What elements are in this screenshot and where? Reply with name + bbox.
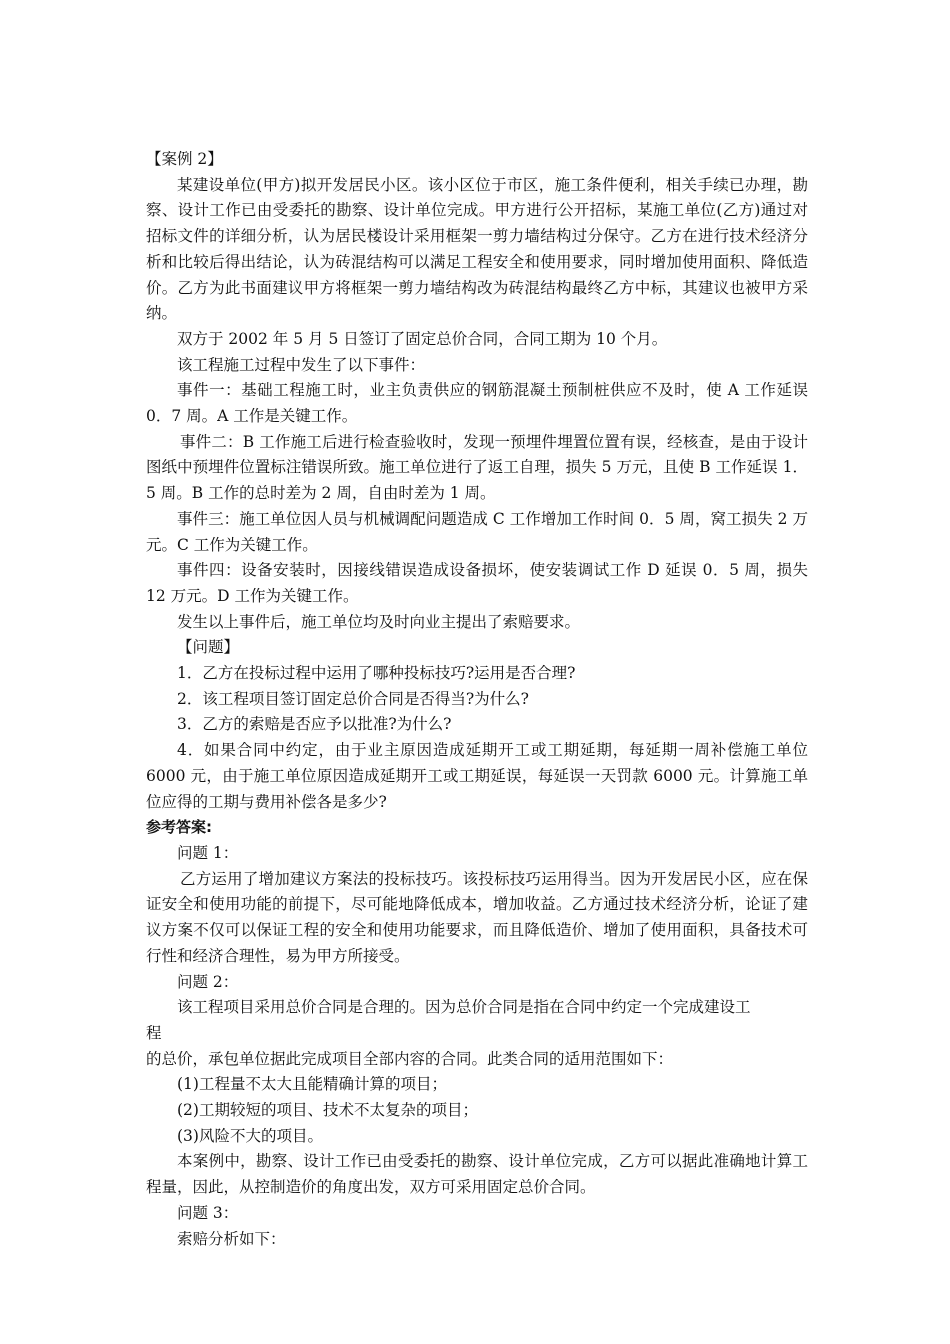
answers-title: 参考答案: bbox=[146, 818, 212, 837]
answer-2-item-2: (2)工期较短的项目、技术不太复杂的项目； bbox=[177, 1101, 478, 1120]
event-three-paragraph: 事件三：施工单位因人员与机械调配问题造成 C 工作增加工作时间 0．5 周，窝工损失 2 万元。C 工作为关键工作。 bbox=[146, 509, 808, 554]
answer-2-item-3: (3)风险不大的项目。 bbox=[177, 1126, 323, 1145]
answer-2-conclusion: 本案例中，勘察、设计工作已由受委托的勘察、设计单位完成，乙方可以据此准确地计算工程量，因此，从控制造价的角度出发，双方可采用固定总价合同。 bbox=[146, 1152, 808, 1197]
case-title: 【案例 2】 bbox=[146, 150, 223, 168]
event-two-paragraph: 事件二：B 工作施工后进行检查验收时，发现一预埋件埋置位置有误，经核查，是由于设计图纸中预埋件位置标注错误所致。施工单位进行了返工自理，损失 5 万元，且使 B 工作延误 1．5 周。B 工作的总时差为 2 周，自由时差为 1 周。 bbox=[146, 432, 808, 503]
case-description-paragraph: 某建设单位(甲方)拟开发居民小区。该小区位于市区，施工条件便利，相关手续已办理，勘察、设计工作已由受委托的勘察、设计单位完成。甲方进行公开招标，某施工单位(乙方)通过对招标文件的详细分析，认为居民楼设计采用框架一剪力墙结构过分保守。乙方在进行技术经济分析和比较后得出结论，认为砖混结构可以满足工程安全和使用要求，同时增加使用面积、降低造价。乙方为此书面建议甲方将框架一剪力墙结构改为砖混结构最终乙方中标，其建议也被甲方采纳。 bbox=[146, 175, 808, 323]
answer-1-title: 问题 1： bbox=[177, 843, 239, 862]
question-2: 2．该工程项目签订固定总价合同是否得当?为什么? bbox=[177, 689, 529, 708]
answer-2-item-1: (1)工程量不太大且能精确计算的项目； bbox=[177, 1075, 447, 1094]
events-intro-paragraph: 该工程施工过程中发生了以下事件： bbox=[177, 355, 426, 374]
document-body bbox=[146, 147, 808, 1252]
claim-paragraph: 发生以上事件后，施工单位均及时向业主提出了索赔要求。 bbox=[177, 612, 581, 631]
answer-2-line-3: 的总价，承包单位据此完成项目全部内容的合同。此类合同的适用范围如下： bbox=[146, 1049, 674, 1068]
event-one-paragraph: 事件一：基础工程施工时，业主负责供应的钢筋混凝土预制桩供应不及时，使 A 工作延误 0．7 周。A 工作是关键工作。 bbox=[146, 381, 808, 426]
answer-3-text: 索赔分析如下： bbox=[177, 1229, 286, 1248]
answer-1-text: 乙方运用了增加建议方案法的投标技巧。该投标技巧运用得当。因为开发居民小区，应在保证安全和使用功能的前提下，尽可能地降低成本，增加收益。乙方通过技术经济分析，论证了建议方案不仅可以保证工程的安全和使用功能要求，而且降低造价、增加了使用面积，具备技术可行性和经济合理性，易为甲方所接受。 bbox=[146, 869, 808, 965]
question-4: 4．如果合同中约定，由于业主原因造成延期开工或工期延期，每延期一周补偿施工单位 6000 元，由于施工单位原因造成延期开工或工期延误，每延误一天罚款 6000 元。计算施工单位应得的工期与费用补偿各是多少? bbox=[146, 741, 808, 811]
event-four-paragraph: 事件四：设备安装时，因接线错误造成设备损坏，使安装调试工作 D 延误 0．5 周，损失 12 万元。D 工作为关键工作。 bbox=[146, 561, 808, 605]
answer-2-line-2: 程 bbox=[146, 1023, 162, 1042]
answer-2-line-1: 该工程项目采用总价合同是合理的。因为总价合同是指在合同中约定一个完成建设工 bbox=[177, 998, 751, 1017]
contract-date-paragraph: 双方于 2002 年 5 月 5 日签订了固定总价合同，合同工期为 10 个月。 bbox=[177, 329, 668, 348]
question-3: 3．乙方的索赔是否应予以批准?为什么? bbox=[177, 715, 452, 734]
questions-title: 【问题】 bbox=[177, 638, 240, 657]
answer-3-title: 问题 3： bbox=[177, 1203, 239, 1222]
answer-2-title: 问题 2： bbox=[177, 972, 239, 991]
question-1: 1．乙方在投标过程中运用了哪种投标技巧?运用是否合理? bbox=[177, 664, 576, 683]
